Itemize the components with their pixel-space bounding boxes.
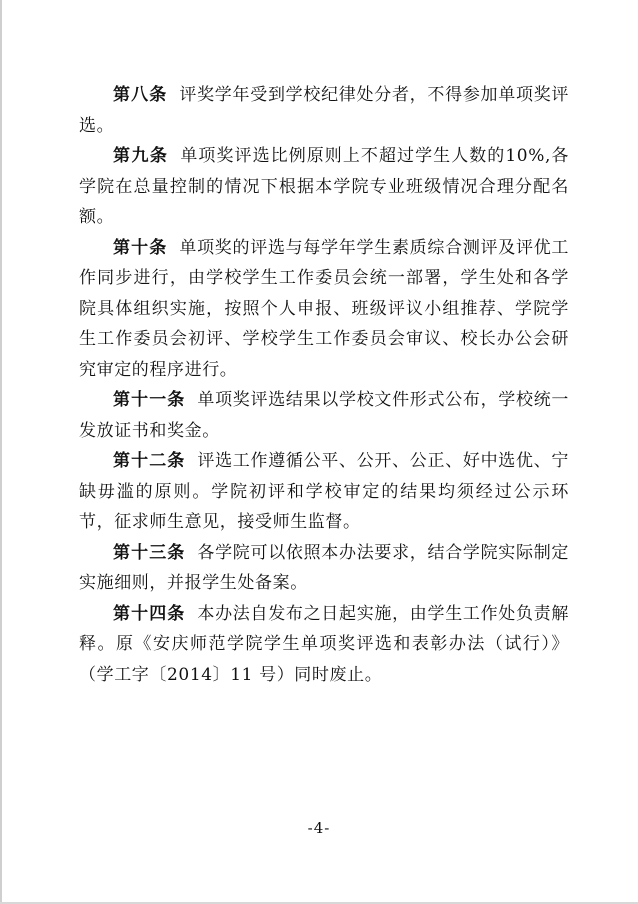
article-heading: 第十一条 [113, 390, 186, 410]
article-11 [79, 385, 569, 446]
article-13 [79, 538, 569, 599]
article-9 [79, 141, 569, 233]
article-14 [79, 599, 569, 691]
page-edge-left [0, 0, 2, 904]
article-heading: 第八条 [113, 85, 168, 105]
article-text: 本办法自发布之日起实施，由学生工作处负责解释。原《安庆师范学院学生单项奖评选和表彰办法（试行）》（学工字〔2014〕11 号）同时废止。 [79, 603, 569, 685]
article-8 [79, 80, 569, 141]
article-text: 单项奖的评选与每学年学生素质综合测评及评优工作同步进行，由学校学生工作委员会统一部署，学生处和各学院具体组织实施，按照个人申报、班级评议小组推荐、学院学生工作委员会初评、学校学生工作委员会审议、校长办公会研究审定的程序进行。 [79, 237, 570, 380]
page-number: -4- [307, 819, 331, 837]
article-heading: 第九条 [113, 146, 169, 166]
article-text: 各学院可以依照本办法要求，结合学院实际制定实施细则，并报学生处备案。 [79, 542, 569, 593]
article-12 [79, 446, 569, 538]
article-text: 单项奖评选比例原则上不超过学生人数的10%,各学院在总量控制的情况下根据本学院专业班级情况合理分配名额。 [79, 146, 569, 227]
document-body [79, 80, 569, 690]
article-text: 评奖学年受到学校纪律处分者，不得参加单项奖评选。 [79, 85, 570, 136]
article-heading: 第十三条 [113, 542, 186, 563]
article-10 [79, 233, 569, 386]
article-heading: 第十条 [113, 237, 168, 258]
article-text: 评选工作遵循公平、公开、公正、好中选优、宁缺毋滥的原则。学院初评和学校审定的结果均须经过公示环节，征求师生意见，接受师生监督。 [79, 451, 569, 532]
article-text: 单项奖评选结果以学校文件形式公布，学校统一发放证书和奖金。 [79, 390, 569, 441]
article-heading: 第十二条 [113, 451, 186, 471]
article-heading: 第十四条 [113, 603, 186, 624]
